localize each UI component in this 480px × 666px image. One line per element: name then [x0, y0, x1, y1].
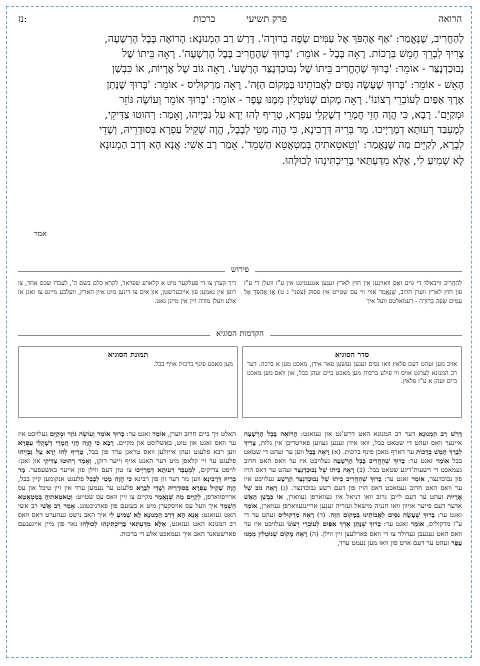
- seder-box: [242, 346, 462, 418]
- running-header: [18, 14, 462, 30]
- translation-text: זאגט ער:: [381, 475, 412, 484]
- translation-text: זאגט ער:: [434, 511, 463, 520]
- temunah-box: [18, 346, 238, 418]
- dibur-hamaschil: אוֹמֵר: [411, 475, 425, 484]
- peirush-right-column: לְהַחֲרִיב וויבאלד די גוים זאָס וואוינען אין חוץ לארץ זענען אגגעטיגט אין ע"ז וועלן די ע"ז פון חוץ לארץ ווערן חרוב, שֶׁנֶּאֱמַר אזוי ווי עס שטייט אין פסוק (צפני' ג ט) אָז אֶהְפֹּךְ אֶל עַמִּים שָׂפָה בְרוּרָה - דעמאלטס וועל איך: [244, 280, 462, 305]
- dibur-hamaschil: מָר בְּרֵיהּ דְּרָבִינָא: [18, 466, 237, 484]
- translation-text: רב אשי האט געזאגט:: [18, 502, 236, 520]
- hakdama-label: הקדמות הסוגיא: [210, 329, 270, 338]
- seder-title: סדר הסוגיא: [335, 350, 369, 359]
- translation-right-column: [244, 430, 462, 548]
- translation-text: איך האב נישט געהערט דאס וואס רב המנונא האט געזאגט,: [18, 511, 236, 529]
- translation-text: פלעגט אנקומען קיין בבל,: [18, 475, 87, 484]
- translation-text: זאגט ער:: [380, 520, 411, 529]
- dibur-hamaschil: לְקַיֵּים מַה שֶּׁנֶּאֱמַר: [154, 493, 201, 502]
- translation-text: און זאגן: לויפט צדיקים,: [18, 457, 236, 475]
- translation-text: ווען מר דער זון פון רבינא: [131, 475, 204, 484]
- dibur-hamaschil: אוֹמֵר: [435, 457, 450, 466]
- dibur-hamaschil: אוֹמֵר: [410, 520, 425, 529]
- dibur-hamaschil: רָאָה בָּבֶל: [306, 448, 330, 457]
- translation-text: איך וועל עס אויסקערן מיט א בעזעם פון פארניכטונג.: [75, 502, 221, 511]
- header-perek: פרק תשיעי: [246, 14, 287, 25]
- dibur-hamaschil: אֶלָּא מִדַּעְתַּאי בָּרֵיכְתִּינְהוּ לְכוּלְּהוּ: [80, 520, 167, 529]
- dibur-hamaschil: אוֹמֵר: [152, 430, 166, 438]
- translation-left-column: [18, 430, 236, 539]
- dibur-hamaschil: בָּרוּךְ אוֹמֵר וְעוֹשֶׂה גּוֹזֵר וּמְקַיֵּם: [49, 430, 125, 438]
- translation-text: אדער דעם פייער אויוון וואו חנניה מישאל ועזריה זענען אריינגעווארפן געווארן,: [257, 502, 462, 511]
- dibur-hamaschil: רָאָה מָקוֹם שֶׁנּוֹטְלִין מִמֶּנּוּ עָפָר: [244, 529, 462, 547]
- translation-text: איינער וואס זעהט די שטאט בבל, וואו אידן זענען געווען פארטריבן אין גלות,: [255, 439, 462, 448]
- dibur-hamaschil: רָאָה בֵּיתוֹ שֶׁל נְבוּכַדְנֶצַּר: [294, 466, 355, 475]
- translation-text: ער דארף מאכן פינף ברכות. (א): [329, 448, 417, 457]
- translation-text: פלעגט ער נעמען ערד אין זיין טיכל און עס ארויסווארפן,: [18, 484, 236, 502]
- dibur-hamaschil: וְאָמַר רְהוּטוּ צַדִּיקֵי: [43, 457, 92, 466]
- translation-text: ווען רבא פלעגט זעהן אייזלען וואס טראגן ערד פון בבל,: [83, 448, 236, 457]
- gemara-line: לְהַחֲרִיב, שֶׁנֶּאֱמַר: 'אַף אֶהְפֹּךְ אֶל עַמִּים שָׂפָה בְרוּרָה'. דָּרַשׁ רַב הַמְנוּנָא: הָרוֹאֶה בָּבֶל הָרְשָׁעָה,: [104, 33, 464, 45]
- translation-text: צו טון דעם ווילן פון אייער באשעפער.: [25, 466, 135, 475]
- dibur-hamaschil: רָבָא כִּי הֲוָה חָזֵי חֲמָרֵי דְשָׁקְלֵי עַפְרָא: [18, 439, 114, 448]
- dibur-hamaschil: בָּרוּךְ שֶׁעָשָׂה נִסִּים לַאֲבוֹתֵינוּ בַּמָּקוֹם הַזֶּה: [330, 511, 435, 520]
- hakdama-divider: [18, 330, 462, 340]
- translation-section: [18, 430, 462, 652]
- translation-text: זעהט ער דאס הויז פון נבוכדנצר,: [244, 466, 463, 484]
- peirush-left-column: דיך קערן צו די פעלקער מיט א קלארע שפראך, לקרא כלם בשם ה', לעבדו שכם אחד, צו רופן אין נאמען פון אייבערשטן, און אים צו דינען מיט איין הארץ, וועלכע מיינט צו זאגן אז אלע וועלן מודה זיין אין מיינן גאט.: [18, 280, 236, 305]
- dibur-hamaschil: וְטֵאטֵאתִיהָ בְּמַטְאֲטֵא הַשְׁמֵד: [18, 493, 236, 511]
- translation-text: דער רב המנונא האט דרש'נט און געזאגט:: [297, 430, 419, 438]
- dibur-hamaschil: טָרֵיף לְהוּ יְדָא עַל גַּבַּיְיהוּ: [18, 448, 84, 457]
- gemara-line: לְמֶעְבַּד רְעוּתָא דְמָרַיְיכוּ. מָר בְּרֵיהּ דְּרָבִינָא, כִּי הֲוָה מָטֵי לְבָבֶל, הֲוָה שָׁקֵיל עַפְרָא בְּסוּדָרֵיהּ, וְשָׁדֵי: [99, 124, 464, 137]
- dibur-hamaschil: אֲנָא הָא דְּרַב הַמְנוּנָא לָא שְׁמִיעַ לִי: [109, 511, 199, 520]
- dibur-hamaschil: בָּרוּךְ שֶׁנָּתַן אֶרֶךְ אַפַּיִם לְעוֹבְרֵי רְצוֹנוֹ: [287, 520, 381, 529]
- dibur-hamaschil: הָרוֹאֶה בָּבֶל הָרְשָׁעָה: [244, 430, 298, 438]
- translation-text: געלויבט איז ער וואס האט חרוב געמאכט די רשעות'דיגע שטאט בבל. (ב): [244, 457, 462, 475]
- dibur-hamaschil: רָאָה מַרְקוּלִיס: [278, 511, 315, 520]
- peirush-divider: [18, 266, 462, 276]
- seder-text: אויב מען זעהט דעם פלאץ וואו נסים זענען געשען פאר אידן, מאכט מען א ברכה. דער רב המנונא לערנט אויס ווי פילע ברכות מען מאכט ביים זעהן בבל, און וואס מען מאכט ביים זעהן א ע"ז פלאץ.: [247, 361, 457, 386]
- gemara-line: צָרִיךְ לְבָרֵךְ חָמֵשׁ בְּרָכוֹת. רָאָה בָּבֶל - אוֹמֵר: 'בָּרוּךְ שֶׁהֶחֱרִיב בָּבֶל הָרְשָׁעָה'. רָאָה בֵּיתוֹ שֶׁל: [122, 48, 464, 61]
- dibur-hamaschil: דָּרַשׁ רַב הַמְנוּנָא: [418, 430, 462, 438]
- header-tractate: ברכות: [193, 14, 216, 25]
- dibur-hamaschil: בָּרוּךְ שֶׁהֶחֱרִיב בֵּיתוֹ שֶׁל נְבוּכַדְנֶצַּר הָרָשָׁע: [277, 475, 382, 484]
- catchword: אמר: [34, 229, 47, 238]
- translation-text: געלויבט איז ער וואס זאגט און טוט, באשליסט און מקיים.: [18, 430, 236, 448]
- gemara-line: הָאֵשׁ - אוֹמֵר: 'בָּרוּךְ שֶׁעָשָׂה נִסִּים לַאֲבוֹתֵינוּ בַּמָּקוֹם הַזֶּה'. רָאָה מַרְקוּלִיס - אוֹמֵר: 'בָּרוּךְ שֶׁנָּתַן: [106, 78, 464, 91]
- gemara-line: לָא שְׁמִיעַ לִי, אֶלָּא מִדַּעְתַּאי בָּרֵיכְתִּינְהוּ לְכוּלְּהוּ.: [282, 154, 464, 167]
- translation-text: פלעגט ער זיי קלאפן מיט דער האנט אויף זייער רוקן,: [91, 457, 236, 466]
- temunah-title: תמונת הסוגיא: [107, 350, 149, 359]
- translation-text: זאגט ער:: [404, 457, 436, 466]
- dibur-hamaschil: לְמֶעְבַּד רְעוּתָא דְמָרַיְיכוּ: [134, 466, 196, 475]
- gemara-line: לְבָרָא, לְקַיֵּים מַה שֶּׁנֶּאֱמַר: 'וְטֵאטֵאתִיהָ בְּמַטְאֲטֵא הַשְׁמֵד'. אָמַר רַב אַשִׁי: אֲנָא הָא דְּרַב הַמְנוּנָא: [99, 139, 464, 152]
- translation-text: האלט זיך ביים חרוב ווערן,: [165, 430, 236, 438]
- translation-text: ווען ער זעהט די שטאט בבל: [244, 448, 462, 466]
- dibur-hamaschil: צָרִיךְ לְבָרֵךְ חָמֵשׁ בְּרָכוֹת: [244, 439, 462, 457]
- translation-text: געלויבט איז ער וואס האט געגעבן געדולד צו די וואס פארלעצן זיין ווילן. (ה): [244, 520, 462, 538]
- header-chapter: הרואה: [438, 14, 462, 25]
- dibur-hamaschil: אָמַר רַב אַשִׁי: [40, 502, 75, 511]
- translation-text: זעהט ער די ע"ז מרקוליס,: [244, 511, 462, 529]
- gemara-line: וּמְקַיֵּם'. רָבָא, כִּי הֲוָה חָזֵי חֲמָרֵי דְשָׁקְלֵי עַפְרָא, טָרֵיף לְהוּ יְדָא עַל גַּבַּיְיהוּ, וְאָמַר: רְהוּטוּ צַדִּיקֵי,: [104, 109, 464, 122]
- translation-text: זעהט ער דעם ארט פון וואו מען נעמט ערד,: [337, 538, 452, 547]
- translation-text: מקיים צו זיין וואס עס שטייט:: [72, 493, 155, 502]
- dibur-hamaschil: בָּרוּךְ שֶׁהֶחֱרִיב בָּבֶל הָרְשָׁעָה: [333, 457, 405, 466]
- dibur-hamaschil: כִּי הֲוָה מָטֵי לְבָבֶל: [86, 475, 132, 484]
- translation-text: . (ד): [314, 511, 331, 520]
- peirush-section: [18, 279, 462, 315]
- dibur-hamaschil: הֲוָה שָׁקֵיל עַפְרָא בְּסוּדָרֵיהּ וְשָׁדֵי לְבָרָא: [136, 484, 236, 493]
- gemara-line: אֶרֶךְ אַפַּיִם לְעוֹבְרֵי רְצוֹנוֹ'. רָאָה מָקוֹם שֶׁנּוֹטְלִין מִמֶּנּוּ עָפָר - אוֹמֵר: 'בָּרוּךְ אוֹמֵר וְעוֹשֶׂה גּוֹזֵר: [119, 93, 464, 106]
- translation-text: זעהט ער דעם לייבן גרוב וואו דניאל איז געווארפן געווארן,: [282, 493, 447, 502]
- gemara-line: נְבוּכַדְנֶצַּר - אוֹמֵר: 'בָּרוּךְ שֶׁהֶחֱרִיב בֵּיתוֹ שֶׁל נְבוּכַדְנֶצַּר הָרָשָׁע'. רָאָה גּוֹב שֶׁל אֲרָיוֹת, אוֹ כִּבְשַׁן: [112, 63, 464, 76]
- dibur-hamaschil: אוֹמֵר: [244, 502, 258, 511]
- translation-text: געלויבט איז ער וואס האט חרוב געמאכט דאס הויז פון דעם רשע נבוכדנצר. (ג): [244, 475, 462, 493]
- translation-text: זאגט ער:: [124, 430, 153, 438]
- translation-text: נאר פון מיין אייגענעם פארשטאנד האב איך געמאכט אלע די ברכות.: [18, 520, 236, 538]
- peirush-label: פירוש: [225, 265, 255, 274]
- dibur-hamaschil: רָאָה גּוֹב שֶׁל אֲרָיוֹת: [244, 484, 462, 502]
- dibur-hamaschil: אוֹ כִּבְשַׁן הָאֵשׁ: [244, 493, 283, 502]
- header-folio: נז:: [18, 14, 27, 25]
- temunah-text: מען מאכט פינף ברכות אויף בבל.: [153, 361, 233, 368]
- gemara-text: [18, 32, 464, 169]
